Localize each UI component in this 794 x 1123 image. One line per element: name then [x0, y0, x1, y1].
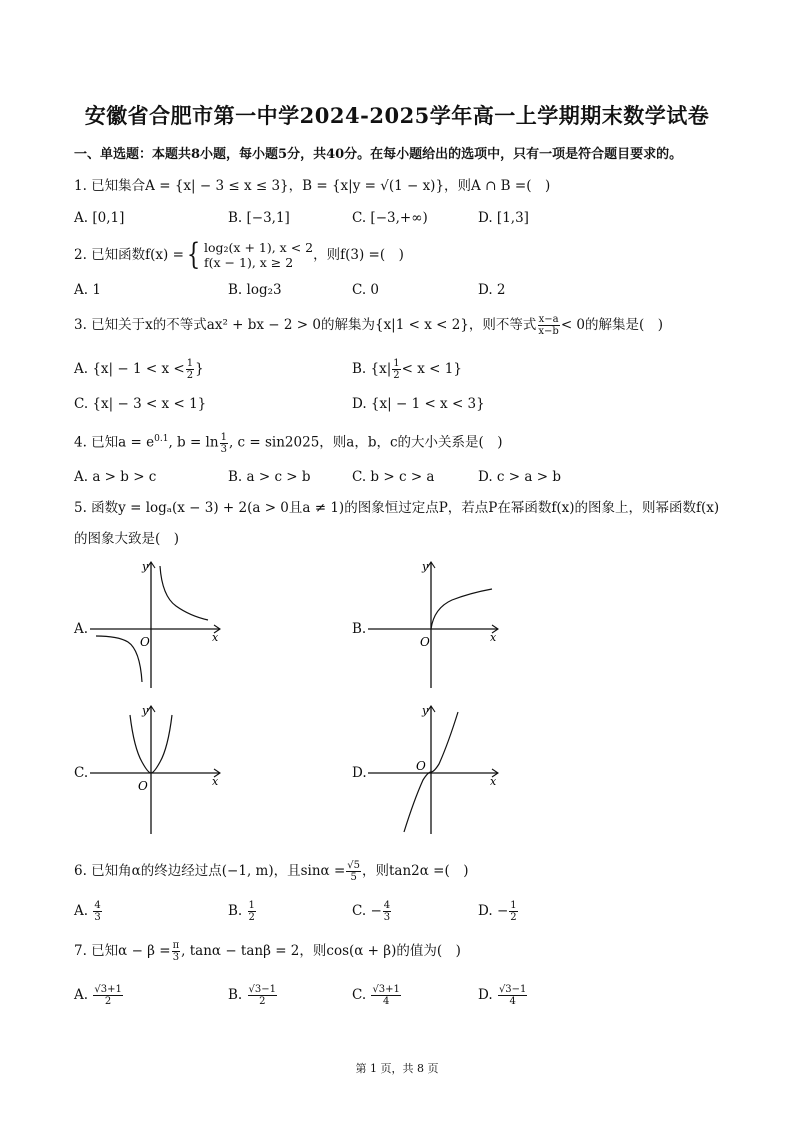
q2-option-d: D. 2: [478, 282, 506, 298]
q6-b-num: 1: [248, 900, 255, 911]
q7-post: , tanα − tanβ = 2，则cos(α + β)的值为( ): [181, 943, 461, 959]
graph-d-x-label: x: [490, 775, 497, 788]
graph-b-curve: [431, 589, 492, 629]
q7-b-label: B.: [228, 987, 243, 1003]
question-4-stem: [74, 430, 503, 455]
graph-c-origin: O: [138, 779, 148, 793]
q3-option-d: D. {x| − 1 < x < 3}: [352, 396, 485, 412]
q1-option-c: C. [−3,+∞): [352, 210, 428, 226]
page-title: 安徽省合肥市第一中学2024-2025学年高一上学期期末数学试卷: [84, 103, 710, 128]
q7-b-den: 2: [259, 996, 266, 1007]
graph-b-origin: O: [420, 635, 430, 649]
q1-option-d: D. [1,3]: [478, 210, 529, 226]
q6-a-num: 4: [94, 900, 101, 911]
q6-c-den: 3: [383, 912, 391, 923]
q6-c-frac: [383, 900, 391, 923]
section-heading: 一、单选题：本题共8小题，每小题5分，共40分。在每小题给出的选项中，只有一项是符合题目要求的。: [74, 147, 683, 162]
graph-c-parabola: [90, 700, 230, 838]
q7-c-den: 4: [382, 996, 390, 1007]
q7-option-c: [352, 984, 402, 1007]
q6-pre: 6. 已知角α的终边经过点(−1, m)，且sinα =: [74, 863, 346, 879]
q7-d-den: 4: [509, 996, 516, 1007]
q4-mid: , b = ln: [168, 434, 219, 451]
q4-option-d: D. c > a > b: [478, 469, 561, 485]
q7-d-frac: [498, 984, 527, 1007]
q6-b-label: B.: [228, 903, 243, 919]
q7-c-num: √3+1: [372, 984, 400, 995]
q7-b-frac: [248, 984, 277, 1007]
q2-suffix: ，则f(3) =( ): [313, 247, 404, 263]
page-footer: 第 1 页，共 8 页: [355, 1062, 439, 1075]
q6-frac: [346, 860, 361, 883]
q6-a-label: A.: [74, 903, 89, 919]
q7-a-label: A.: [74, 987, 89, 1003]
q6-option-a: [74, 900, 103, 923]
q2-prefix: 2. 已知函数f(x) =: [74, 247, 184, 263]
q7-num: π: [172, 940, 180, 951]
graph-b-y-label: y: [422, 560, 429, 573]
q1-option-b: B. [−3,1]: [228, 210, 290, 226]
q3-a-num: 1: [186, 358, 194, 369]
q4-den: 3: [220, 443, 227, 455]
q7-den: 3: [172, 952, 180, 963]
graph-a-curve-left: [96, 636, 142, 682]
q7-c-frac: [371, 984, 400, 1007]
q4-option-b: B. a > c > b: [228, 469, 311, 485]
piecewise-brace: {: [186, 237, 201, 272]
q7-frac: [172, 940, 181, 963]
q3-frac-den: x−b: [538, 326, 559, 337]
question-1-stem: 1. 已知集合A = {x| − 3 ≤ x ≤ 3}，B = {x|y = √(1 − x)}，则A ∩ B =( ): [74, 178, 551, 194]
q3-a-den: 2: [186, 370, 194, 381]
graph-d-cubic: [368, 700, 508, 838]
q6-a-den: 3: [94, 912, 101, 923]
q6-c-label: C.: [352, 903, 367, 919]
q3-b-num: 1: [393, 358, 400, 369]
q7-option-a: [74, 984, 124, 1007]
q5-label-b: B.: [352, 621, 367, 637]
q7-d-num: √3−1: [498, 984, 527, 995]
q3-a-frac: [186, 358, 194, 381]
q4-exponent: 0.1: [154, 434, 169, 444]
q5-label-c: C.: [74, 765, 89, 781]
graph-c-y-label: y: [142, 704, 149, 717]
q7-b-num: √3−1: [248, 984, 276, 995]
q7-a-frac: [93, 984, 122, 1007]
q4-option-a: A. a > b > c: [74, 469, 157, 485]
q7-c-label: C.: [352, 987, 367, 1003]
q4-option-c: C. b > c > a: [352, 469, 435, 485]
q6-c-num: 4: [383, 900, 391, 911]
q6-den: 5: [350, 872, 357, 883]
q3-b-post: < x < 1}: [401, 361, 462, 377]
q3-option-c: C. {x| − 3 < x < 1}: [74, 396, 207, 412]
q4-num: 1: [220, 431, 227, 443]
q4-pre: 4. 已知a = e: [74, 434, 155, 451]
q6-a-frac: [93, 900, 101, 923]
graph-a-origin: O: [140, 635, 150, 649]
q7-option-b: [228, 984, 278, 1007]
q5-label-a: A.: [74, 621, 89, 637]
graph-a-y-label: y: [142, 560, 149, 573]
q7-option-d: [478, 984, 528, 1007]
graph-d-y-label: y: [422, 704, 429, 717]
q6-option-c: [352, 900, 392, 923]
q7-a-num: √3+1: [94, 984, 122, 995]
question-3-stem: [74, 314, 663, 337]
q3-option-b: [352, 358, 462, 381]
graph-a-curve-right: [160, 566, 208, 620]
q3-a-pre: A. {x| − 1 < x <: [74, 361, 185, 377]
q6-d-den: 2: [510, 912, 517, 923]
q2-option-b: B. log₂3: [228, 282, 282, 298]
q6-c-sign: −: [370, 903, 382, 919]
q6-d-num: 1: [510, 900, 517, 911]
q2-case-1: log₂(x + 1), x < 2: [204, 240, 314, 255]
q6-num: √5: [347, 860, 360, 871]
q5-label-d: D.: [352, 765, 367, 781]
graph-c-x-label: x: [212, 775, 219, 788]
graph-d-origin: O: [416, 759, 426, 773]
question-5-line-1: 5. 函数y = logₐ(x − 3) + 2(a > 0且a ≠ 1)的图象恒过定点P，若点P在幂函数f(x)的图象上，则幂函数f(x): [74, 500, 720, 516]
q7-pre: 7. 已知α − β =: [74, 943, 171, 959]
q4-post: , c = sin2025，则a，b，c的大小关系是( ): [228, 434, 503, 451]
piecewise-cases: [204, 240, 313, 270]
graph-a-reciprocal: [90, 556, 230, 692]
question-5-line-2: 的图象大致是( ): [74, 531, 180, 547]
q6-b-frac: [248, 900, 256, 923]
q3-a-post: }: [195, 361, 204, 377]
q6-option-b: [228, 900, 257, 923]
q6-post: ，则tan2α =( ): [362, 863, 469, 879]
q3-b-frac: [392, 358, 400, 381]
q7-d-label: D.: [478, 987, 493, 1003]
q3-suffix: < 0的解集是( ): [560, 317, 664, 333]
q3-b-pre: B. {x|: [352, 361, 392, 377]
q3-fraction: [537, 314, 559, 337]
q3-b-den: 2: [393, 370, 400, 381]
question-7-stem: [74, 940, 461, 963]
q6-d-sign: −: [496, 903, 509, 919]
q2-option-a: A. 1: [74, 282, 101, 298]
q2-option-c: C. 0: [352, 282, 380, 298]
graph-a-x-label: x: [212, 631, 219, 644]
q3-prefix: 3. 已知关于x的不等式ax² + bx − 2 > 0的解集为{x|1 < x < 2}，则不等式: [74, 317, 537, 333]
graph-b-x-label: x: [490, 631, 497, 644]
q3-frac-num: x−a: [538, 314, 559, 325]
q6-d-frac: [509, 900, 517, 923]
q6-option-d: [478, 900, 519, 923]
q2-case-2: f(x − 1), x ≥ 2: [204, 255, 294, 270]
question-2-stem: [74, 237, 404, 272]
q1-option-a: A. [0,1]: [74, 210, 125, 226]
q7-a-den: 2: [104, 996, 112, 1007]
question-6-stem: [74, 860, 469, 883]
q6-d-label: D.: [478, 903, 493, 919]
q6-b-den: 2: [248, 912, 255, 923]
q4-frac: [220, 432, 228, 455]
q3-option-a: [74, 358, 204, 381]
graph-b-sqrt: [368, 556, 508, 692]
